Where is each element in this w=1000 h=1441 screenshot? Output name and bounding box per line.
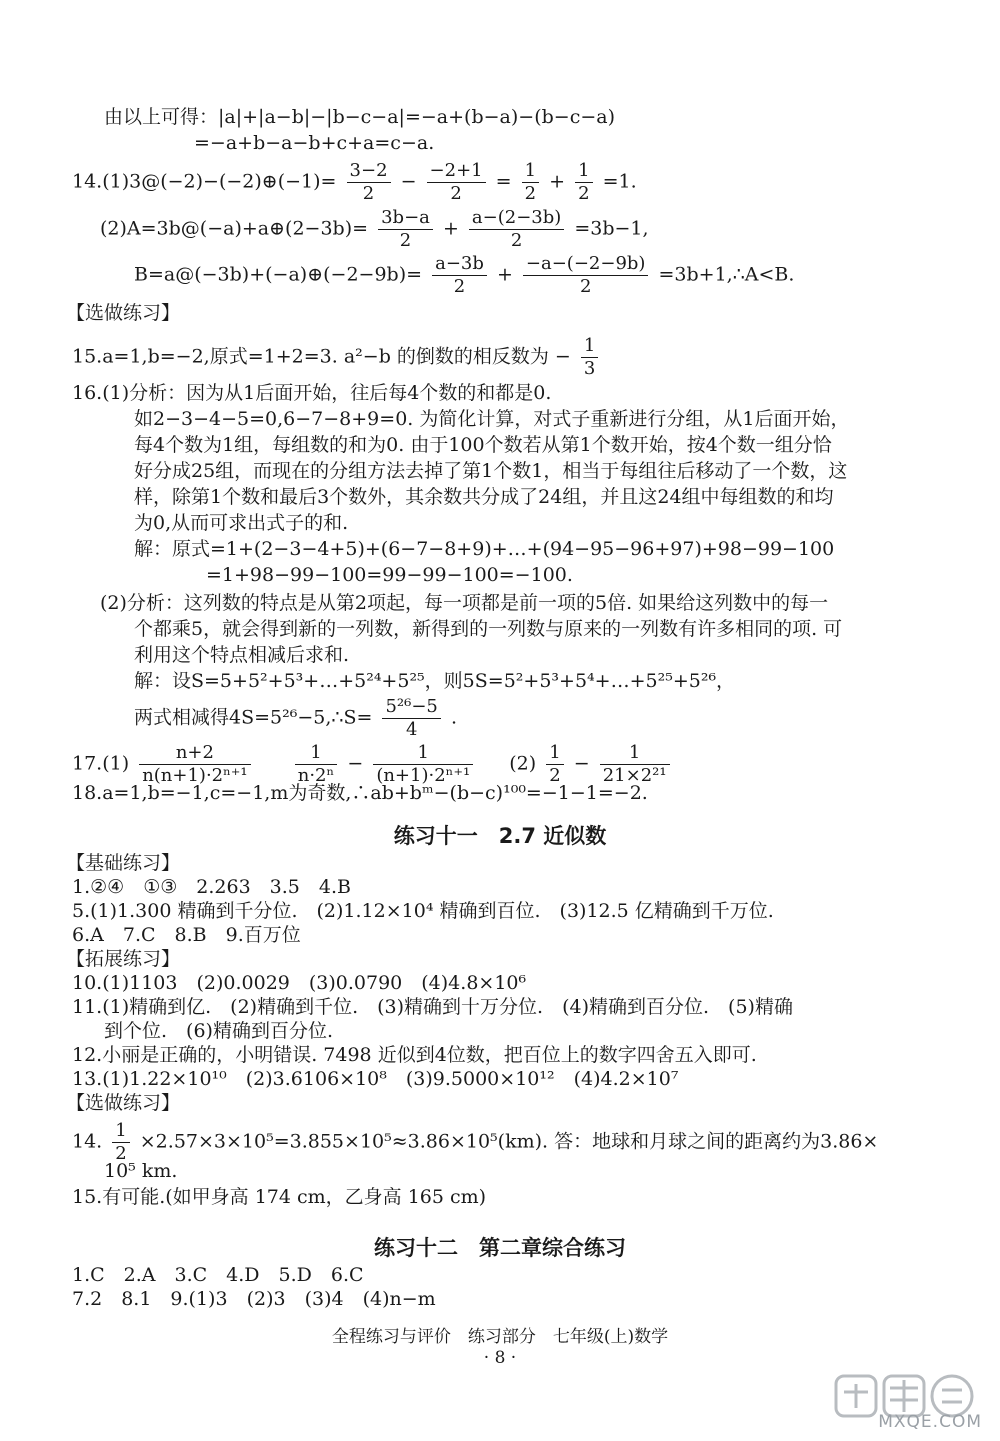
fraction: $\frac{\text{5²⁶−5}}{4}$ — [382, 696, 440, 741]
section-label: 【拓展练习】 — [66, 948, 181, 970]
fraction: $\frac{1}{\text{n·2ⁿ}}$ — [295, 742, 338, 787]
section-label: 【选做练习】 — [66, 302, 181, 324]
text-line: 1.C 2.A 3.C 4.D 5.D 6.C — [72, 1264, 364, 1286]
fraction: $\frac{3b-a}{2}$ — [378, 207, 433, 252]
page-number: · 8 · — [483, 1348, 517, 1368]
problem-14-2b: B=a@(−3b)+(−a)⊕(−2−9b)= $\frac{a-3b}{2}$ + $\frac{-a-(-2-9b)}{2}$ =3b+1,∴A<B. — [134, 253, 795, 297]
text-line: 13.(1)1.22×10¹⁰ (2)3.6106×10⁸ (3)9.5000×10¹² (4)4.2×10⁷ — [72, 1068, 679, 1090]
problem-14-2a: (2)A=3b@(−a)+a⊕(2−3b)= $\frac{3b-a}{2}$ + $\frac{a-(2-3b)}{2}$ =3b−1, — [100, 207, 649, 251]
problem-15: 15.a=1,b=−2,原式=1+2=3. a²−b 的倒数的相反数为 − $\frac{1}{3}$ — [72, 335, 602, 380]
text-line: 15.有可能.(如甲身高 174 cm，乙身高 165 cm) — [72, 1186, 487, 1208]
problem-14-1: 14.(1)3@(−2)−(−2)⊕(−1)= $\frac{3-2}{2}$ − $\frac{-2+1}{2}$ = $\frac{1}{2}$ + $\frac{1}{2}$ =1. — [72, 160, 637, 204]
text-line: 利用这个特点相减后求和. — [134, 644, 350, 666]
text-line: 个都乘5，就会得到新的一列数，新得到的一列数与原来的一列数有许多相同的项. 可 — [134, 618, 843, 640]
watermark-site: MXQE.COM — [878, 1412, 982, 1432]
fraction: $\frac{a-(2-3b)}{2}$ — [469, 207, 564, 252]
section-label: 【基础练习】 — [66, 852, 181, 874]
text-line: 样，除第1个数和最后3个数外，其余数共分成了24组，并且这24组中每组数的和均 — [134, 486, 834, 508]
fraction: $\frac{a-3b}{2}$ — [432, 253, 487, 298]
problem-16-2-result: 两式相减得4S=5²⁶−5,∴S= $\frac{\text{5²⁶−5}}{4}$ . — [134, 696, 457, 740]
fraction: $\frac{1}{\text{21×2²¹}}$ — [600, 742, 670, 787]
text-line: 为0,从而可求出式子的和. — [134, 512, 349, 534]
problem-11-14: 14. $\frac{1}{2}$ ×2.57×3×10⁵=3.855×10⁵≈3.86×10⁵(km). 答：地球和月球之间的距离约为3.86× — [72, 1120, 879, 1164]
text-line: 6.A 7.C 8.B 9.百万位 — [72, 924, 301, 946]
fraction: $\frac{1}{2}$ — [112, 1120, 129, 1165]
footer-book-title: 全程练习与评价 练习部分 七年级(上)数学 — [331, 1327, 669, 1347]
text-line: 解：设S=5+5²+5³+…+5²⁴+5²⁵，则5S=5²+5³+5⁴+…+5²⁵+5²⁶， — [134, 670, 736, 692]
text-line: 由以上可得：|a|+|a−b|−|b−c−a|=−a+(b−a)−(b−c−a) — [104, 106, 615, 128]
fraction: $\frac{1}{2}$ — [522, 160, 539, 205]
text-line: 如2−3−4−5=0,6−7−8+9=0. 为简化计算，对式子重新进行分组，从1后面开始， — [134, 408, 850, 430]
text-line: 7.2 8.1 9.(1)3 (2)3 (3)4 (4)n−m — [72, 1288, 436, 1310]
text-line: 好分成25组，而现在的分组方法去掉了第1个数1，相当于每组往后移动了一个数，这 — [134, 460, 848, 482]
fraction: $\frac{-a-(-2-9b)}{2}$ — [523, 253, 649, 298]
text-line: 11.(1)精确到亿. (2)精确到千位. (3)精确到十万分位. (4)精确到百分位. (5)精确 — [72, 996, 793, 1018]
text-line: =−a+b−a−b+c+a=c−a. — [194, 132, 435, 154]
section-label: 【选做练习】 — [66, 1092, 181, 1114]
text-line: (2)分析：这列数的特点是从第2项起，每一项都是前一项的5倍. 如果给这列数中的每一 — [100, 592, 829, 614]
section-title: 练习十一 2.7 近似数 — [393, 824, 607, 848]
text-line: 10⁵ km. — [104, 1160, 178, 1182]
fraction: $\frac{n+2}{\text{n(n+1)·2ⁿ⁺¹}}$ — [139, 742, 250, 787]
fraction: $\frac{1}{2}$ — [575, 160, 592, 205]
text-line: 16.(1)分析：因为从1后面开始，往后每4个数的和都是0. — [72, 382, 552, 404]
problem-17: 17.(1) $\frac{n+2}{\text{n(n+1)·2ⁿ⁺¹}}$ $\frac{1}{\text{n·2ⁿ}}$ − $\frac{1}{\text{(n+1)·2ⁿ⁺¹}}$ (2) $\frac{1}{2}$ − $\frac{1}{\text{21×2²¹}}$ — [72, 742, 674, 787]
text-line: =1+98−99−100=99−99−100=−100. — [206, 564, 573, 586]
fraction: $\frac{-2+1}{2}$ — [427, 160, 486, 205]
text-line: 12.小丽是正确的，小明错误. 7498 近似到4位数，把百位上的数字四舍五入即可. — [72, 1044, 757, 1066]
fraction: $\frac{1}{2}$ — [546, 742, 563, 787]
fraction: $\frac{1}{3}$ — [581, 335, 598, 380]
fraction: $\frac{1}{\text{(n+1)·2ⁿ⁺¹}}$ — [373, 742, 473, 787]
text-line: 解：原式=1+(2−3−4+5)+(6−7−8+9)+…+(94−95−96+97)+98−99−100 — [134, 538, 835, 560]
section-title: 练习十二 第二章综合练习 — [374, 1236, 626, 1260]
text-line: 5.(1)1.300 精确到千分位. (2)1.12×10⁴ 精确到百位. (3)12.5 亿精确到千万位. — [72, 900, 774, 922]
text-line: 18.a=1,b=−1,c=−1,m为奇数,∴ab+bᵐ−(b−c)¹⁰⁰=−1−1=−2. — [72, 782, 648, 804]
text-line: 10.(1)1103 (2)0.0029 (3)0.0790 (4)4.8×10⁶ — [72, 972, 527, 994]
text-line: 每4个数为1组，每组数的和为0. 由于100个数若从第1个数开始，按4个数一组分恰 — [134, 434, 832, 456]
text-line: 到个位. (6)精确到百分位. — [104, 1020, 333, 1042]
fraction: $\frac{3-2}{2}$ — [347, 160, 391, 205]
text-line: 1.②④ ①③ 2.263 3.5 4.B — [72, 876, 351, 898]
